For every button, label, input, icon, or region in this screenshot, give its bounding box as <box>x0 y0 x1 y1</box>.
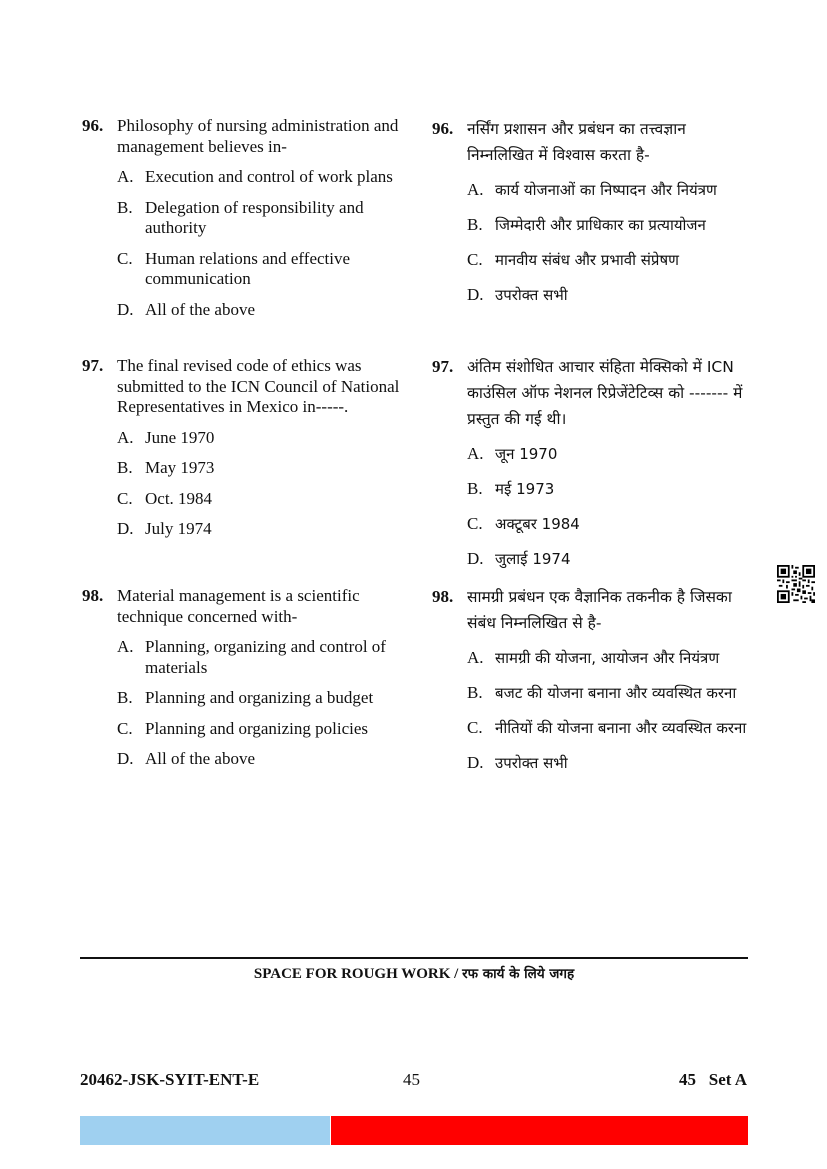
rough-work-english: SPACE FOR ROUGH WORK / <box>253 966 463 982</box>
option-text: मानवीय संबंध और प्रभावी संप्रेषण <box>495 251 679 269</box>
option-b <box>117 198 402 239</box>
option-label: C. <box>117 718 133 738</box>
option-d <box>117 749 402 770</box>
question-96-en <box>82 116 402 320</box>
question-98-en <box>82 586 402 770</box>
option-text: Oct. 1984 <box>145 488 213 508</box>
question-number: 96. <box>432 119 454 138</box>
question-98-hi <box>432 584 752 776</box>
option-label: D. <box>467 753 484 772</box>
option-text: Delegation of responsibility and authority <box>145 197 364 237</box>
option-label: B. <box>467 479 483 498</box>
option-text: सामग्री की योजना, आयोजन और नियंत्रण <box>495 649 720 667</box>
option-label: D. <box>117 749 134 768</box>
option-label: C. <box>117 488 133 508</box>
option-text: जून 1970 <box>495 445 558 463</box>
option-c <box>117 719 402 740</box>
question-number: 97. <box>432 357 454 376</box>
option-text: बजट की योजना बनाना और व्यवस्थित करना <box>495 684 737 702</box>
option-c <box>467 715 752 741</box>
question-number: 98. <box>432 587 454 606</box>
paper-code: 20462-JSK-SYIT-ENT-E <box>80 1070 260 1089</box>
footer-bar-red <box>331 1116 748 1145</box>
option-d <box>467 546 752 572</box>
option-text: All of the above <box>145 749 255 768</box>
option-label: A. <box>467 444 484 463</box>
option-text: All of the above <box>145 299 255 319</box>
option-c <box>467 247 752 273</box>
option-b <box>117 688 402 709</box>
option-label: A. <box>467 648 484 667</box>
option-text: Planning and organizing policies <box>145 718 369 738</box>
option-label: C. <box>467 514 483 533</box>
option-text: Planning and organizing a budget <box>145 688 374 707</box>
set-label: 45 Set A <box>679 1070 747 1089</box>
option-label: D. <box>117 519 134 538</box>
option-text: जिम्मेदारी और प्राधिकार का प्रत्यायोजन <box>495 216 706 234</box>
option-text: July 1974 <box>145 519 212 538</box>
option-label: D. <box>467 549 484 568</box>
question-number: 98. <box>82 586 104 605</box>
option-label: D. <box>467 285 484 304</box>
option-text: Execution and control of work plans <box>145 167 393 186</box>
option-c <box>117 249 402 290</box>
option-a <box>117 167 402 188</box>
option-b <box>117 458 402 479</box>
footer-bar-blue <box>80 1116 330 1145</box>
question-number: 97. <box>82 356 104 375</box>
option-label: C. <box>117 248 133 268</box>
option-label: C. <box>467 718 483 737</box>
option-b <box>467 476 752 502</box>
option-d <box>467 282 752 308</box>
option-label: C. <box>467 250 483 269</box>
option-text: May 1973 <box>145 458 215 477</box>
question-text: The final revised code of ethics was submitted to the ICN Council of National Representatives in Mexico in-----. <box>117 356 400 416</box>
option-label: A. <box>467 180 484 199</box>
option-text: कार्य योजनाओं का निष्पादन और नियंत्रण <box>495 181 717 199</box>
option-d <box>117 519 402 540</box>
option-label: B. <box>117 688 133 707</box>
question-text: सामग्री प्रबंधन एक वैज्ञानिक तकनीक है जिसका संबंध निम्नलिखित से है- <box>467 588 732 632</box>
option-text: June 1970 <box>145 427 215 447</box>
option-d <box>467 750 752 776</box>
option-b <box>467 212 752 238</box>
question-97-hi <box>432 354 752 572</box>
rough-work-hindi: रफ कार्य के लिये जगह <box>462 966 575 982</box>
option-d <box>117 300 402 321</box>
option-a <box>467 441 752 467</box>
option-a <box>467 645 752 671</box>
option-label: A. <box>117 637 134 656</box>
option-text: उपरोक्त सभी <box>495 286 568 304</box>
divider-line <box>80 957 748 959</box>
option-c <box>467 511 752 537</box>
option-a <box>467 177 752 203</box>
option-b <box>467 680 752 706</box>
option-label: B. <box>117 197 133 217</box>
question-text: अंतिम संशोधित आचार संहिता मेक्सिको में ICN काउंसिल ऑफ नेशनल रिप्रेजेंटेटिव्स को ------- में प्रस्तुत की गई थी। <box>467 358 743 428</box>
question-text: Philosophy of nursing administration and management believes in- <box>117 116 399 156</box>
option-label: B. <box>467 683 483 702</box>
option-c <box>117 489 402 510</box>
page-number: 45 <box>403 1070 420 1089</box>
rough-work-heading <box>80 964 748 983</box>
option-text: मई 1973 <box>495 480 555 498</box>
option-text: Human relations and effective communication <box>145 248 351 288</box>
qr-code-icon <box>777 565 815 603</box>
option-text: जुलाई 1974 <box>495 550 571 568</box>
option-label: A. <box>117 167 134 186</box>
question-text: Material management is a scientific technique concerned with- <box>117 586 360 626</box>
option-label: B. <box>467 215 483 234</box>
option-text: अक्टूबर 1984 <box>495 515 580 533</box>
option-a <box>117 637 402 678</box>
option-label: D. <box>117 299 134 319</box>
option-text: उपरोक्त सभी <box>495 754 568 772</box>
question-text: नर्सिंग प्रशासन और प्रबंधन का तत्त्वज्ञान निम्नलिखित में विश्वास करता है- <box>467 120 686 164</box>
question-number: 96. <box>82 116 104 135</box>
option-label: A. <box>117 427 134 447</box>
option-label: B. <box>117 458 133 477</box>
question-96-hi <box>432 116 752 308</box>
option-a <box>117 428 402 449</box>
question-97-en <box>82 356 402 540</box>
option-text: नीतियों की योजना बनाना और व्यवस्थित करना <box>495 719 747 737</box>
option-text: Planning, organizing and control of materials <box>145 637 386 677</box>
